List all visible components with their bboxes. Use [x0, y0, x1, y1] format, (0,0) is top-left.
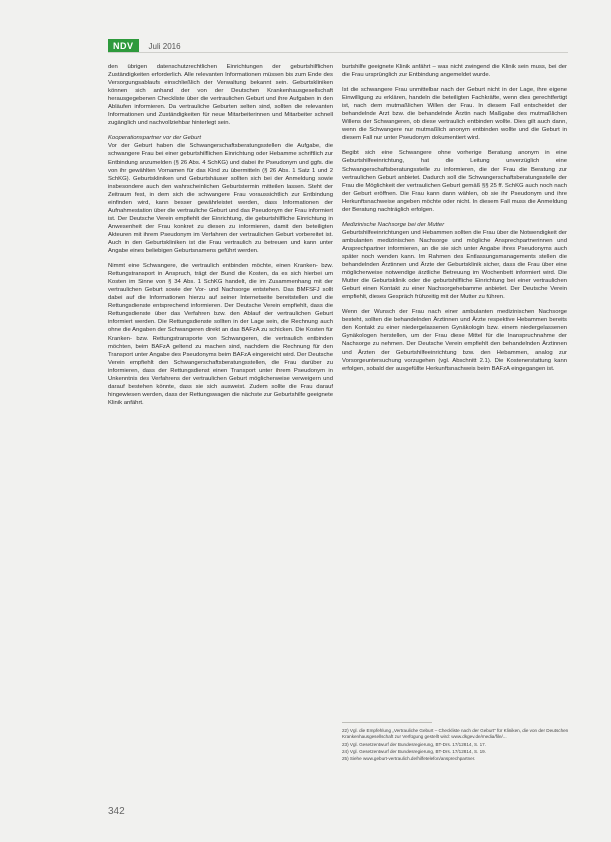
page-number: 342 — [108, 806, 125, 817]
left-column — [108, 63, 333, 414]
footnote: 22) Vgl. die Empfehlung „Vertrauliche Geburt – Checkliste nach der Geburt“ für Kliniken, die von der Deutschen Krankenhausgesellschaft zur Verfügung gestellt wird: www.dkgev.de/media/file/... — [342, 728, 569, 740]
right-column — [342, 63, 567, 380]
paragraph: Ist die schwangere Frau unmittelbar nach der Geburt nicht in der Lage, ihre eigene Einwilligung zu erklären, handeln die beteiligten Fachkräfte, wenn dies gerechtfertigt ist, nach dem mutmaßlichen Willen der Frau. In diesem Fall entscheidet der behandelnde Arzt bzw. die behandelnde Ärztin nach Maßgabe des mutmaßlichen Willens der Schwangeren, ob diese vertraulich entbinden wollte. Dies gilt auch dann, wenn die Schwangere nur mutmaßlich anonym entbinden wollte und die Geburt in diesem Fall nur unter Pseudonym dokumentiert wird. — [342, 87, 567, 142]
footnote: 24) Vgl. Gesetzentwurf der Bundesregierung, BT-Drs. 17/12814, S. 19. — [342, 748, 487, 754]
footnote: 23) Vgl. Gesetzentwurf der Bundesregierung, BT-Drs. 17/12814, S. 17. — [342, 741, 487, 747]
page-header — [108, 39, 181, 53]
paragraph: den übrigen datenschutzrechtlichen Einrichtungen der geburtshilflichen Zuständigkeiten erforderlich. Alle relevanten Informationen müssen bis zum Ende des Versorgungsablaufs einschließlich der Verwaltung bekannt sein. Geburtskliniken können sich anhand der von der Deutschen Krankenhausgesellschaft herausgegebenen Checkliste über die vertraulichen Geburt und ihre Aufgaben in den Abläufen informieren. Da vertrauliche Geburten selten sind, sollten die relevanten Informationen und Zuständigkeiten für neue Mitarbeiterinnen und Mitarbeiter schnell zugänglich und nachvollziehbar hinterlegt sein. — [108, 64, 333, 127]
section-subheading: Medizinische Nachsorge bei der Mutter — [342, 221, 445, 228]
header-rule — [108, 52, 568, 53]
issue-date: Juli 2016 — [148, 41, 181, 51]
journal-badge: NDV — [108, 39, 139, 53]
paragraph: Geburtshilfeeinrichtungen und Hebammen sollten die Frau über die Notwendigkeit der ambulanten medizinischen Nachsorge und mögliche Ansprechpartnerinnen und Ansprechpartner informieren, an die sie sich unter Angabe ihres Pseudonyms auch später noch wenden kann. Im Rahmen des Entlassungsmanagements stellen die behandelnden Ärztinnen und Ärzte der Geburtsklinik sicher, dass die Frau über eine möglicherweise notwendige ärztliche Betreuung im Wochenbett informiert wird. Die Mutter die Geburtsklinik oder die geburtshilfliche Einrichtung bei einer vertraulichen Geburt einen Kontakt zu einer Nachsorgehebamme anbietet. Der Deutsche Verein empfiehlt, dieses Gespräch frühzeitig mit der Mutter zu führen. — [342, 229, 567, 301]
footnote-rule — [342, 722, 432, 723]
paragraph: Wenn der Wunsch der Frau nach einer ambulanten medizinischen Nachsorge besteht, sollten die behandelnden Ärztinnen und Ärzte respektive Hebammen bereits den Kontakt zu einer niedergelassenen Gynäkologin bzw. einem niedergelassenen Gynäkologen herstellen, um der Frau diese Mittel für die Inanspruchnahme der Nachsorge zu nehmen. Der Deutsche Verein empfiehlt den behandelnden Ärztinnen und Ärzten der Geburtshilfeeinrichtung bzw. den Hebammen, analog zur Vorsorgeuntersuchung vorzugehen (vgl. Abschnitt 2.1). Die Kostenerstattung kann erfolgen, sobald der ausgefüllte Herkunftsnachweis beim BAFzA eingegangen ist. — [342, 309, 567, 372]
paragraph: Nimmt eine Schwangere, die vertraulich entbinden möchte, einen Kranken- bzw. Rettungstransport in Anspruch, trägt der Bund die Kosten, da es sich hierbei um Kosten im Sinne von § 34 Abs. 1 SchKG handelt, die im Zusammenhang mit der vertraulichen Geburt sowie der Vor- und Nachsorge entstehen. Das BMFSFJ sollt dabei auf die Informationen hierzu auf seiner Internetseite bereitstellen und die Rettungsdienste entsprechend informieren. Der Deutsche Verein empfiehlt, dass die Rettungsdienste über das Verfahren bzw. den Ablauf der vertraulichen Geburt informiert werden. Die Rettungsdienste sollten in der Lage sein, die Rechnung auch ohne die Angaben der Schwangeren direkt an das BAFzA zu schicken. Die Kosten für Kranken- bzw. Rettungstransporte von Schwangeren, die vertraulich entbinden möchten, beim BAFzA geltend zu machen sind, nachdem die Rechnung für den Transport unter Angabe des Pseudonyms beim BAFzA eingereicht wird. Der Deutsche Verein empfiehlt den Schwangerschaftsberatungsstellen, die Frau darüber zu informieren, dass der Rettungsdienst einen Transport unter ihrem Pseudonym in Unkenntnis des Verfahrens der vertraulichen Geburt möglicherweise verweigern und darauf bestehen könnte, dass sie sich ausweist. Zudem sollte die Frau darauf hingewiesen werden, dass der Rettungswagen die nächste zur Geburtshilfe geeignete Klinik anfährt. — [108, 263, 333, 406]
section-subheading: Kooperationspartner vor der Geburt — [108, 135, 201, 142]
paragraph: Vor der Geburt haben die Schwangerschaftsberatungsstellen die Aufgabe, die schwangere Frau bei einer geburtshilflichen Einrichtung oder Hebamme schriftlich zur Entbindung anzumelden (§ 26 Abs. 4 SchKG) und dabei ihr Pseudonym und ggfs. die von ihr gewählten Vornamen für das Kind zu übermitteln (§ 26 Abs. 1 Satz 1 und 2 SchKG). Geburtskliniken und Geburtshäuser sollten sich bei der Anmeldung sowie insbesondere auch den wahrscheinlichen Geburtstermin mitteilen lassen. Steht der Zeitraum fest, in dem sich die schwangere Frau voraussichtlich zur Entbindung einfinden wird, kann besser gewährleistet werden, dass Informationen der Aufnahmestation über die vertrauliche Geburt und das Pseudonym der Frau informiert ist. Der Deutsche Verein empfiehlt der Einrichtung, die geburtshilfliche Einrichtung in Anwesenheit der Frau konkret zu diesen zu informieren, damit den beteiligten Akteuren mit ihrem Pseudonym im Verfahren der vertraulichen Geburt vorbereitet ist. Auch in den Geburtskliniken ist die Frau vertraulich zu betreuen und kann unter Angabe eines beliebigen Geburtsnamens geführt werden. — [108, 143, 333, 255]
paragraph: Begibt sich eine Schwangere ohne vorherige Beratung anonym in eine Geburtshilfeeinrichtung, hat die Leitung unverzüglich eine Schwangerschaftsberatungsstelle zu informieren, die der Frau die Beratung zur vertraulichen Geburt anbietet. Dadurch soll die Schwangerschaftsberatungsstelle der Frau die Möglichkeit der vertraulichen Geburt gemäß §§ 25 ff. SchKG auch noch nach der Geburt eröffnen. Die Frau kann dann wählen, ob sie ihr Pseudonym und ihre Herkunftsnachweise angeben möchte oder nicht. In diesem Fall muss die Anmeldung der Beratung nachträglich erfolgen. — [342, 150, 567, 213]
footnote: 25) Siehe www.geburt-vertraulich.de/hilfetelefon/ansprechpartner. — [342, 756, 476, 762]
footnotes — [342, 728, 570, 763]
paragraph: burtshilfe geeignete Klinik anfährt – was nicht zwingend die Klinik sein muss, bei der die Frau ursprünglich zur Entbindung angemeldet wurde. — [342, 64, 567, 79]
